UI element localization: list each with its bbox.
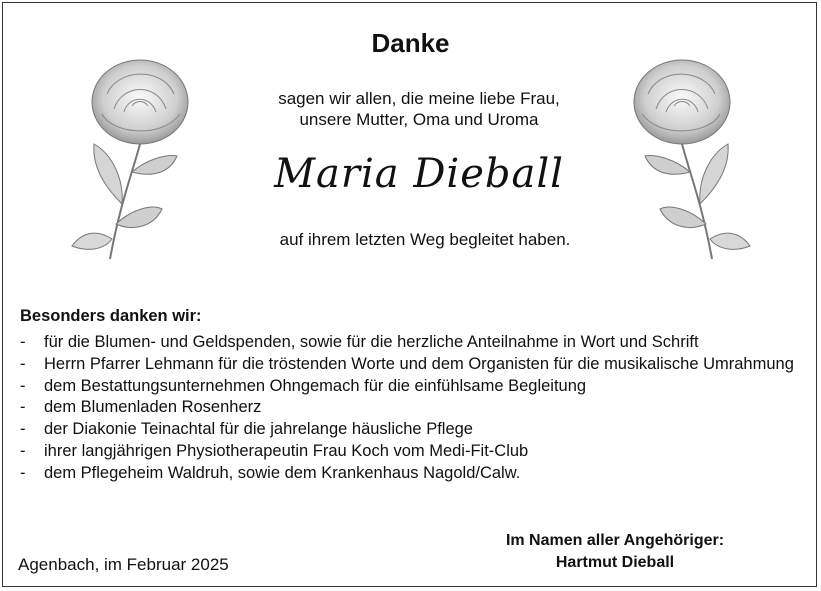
intro-text xyxy=(0,88,821,130)
list-item xyxy=(20,463,810,485)
list-dash: - xyxy=(20,333,26,351)
list-dash: - xyxy=(20,463,26,482)
list-item xyxy=(20,332,810,354)
list-item xyxy=(20,397,810,419)
list-item xyxy=(20,354,810,376)
signature-line: Im Namen aller Angehöriger: xyxy=(505,532,725,549)
thanks-list xyxy=(20,332,810,485)
list-item xyxy=(20,419,810,441)
list-dash: - xyxy=(20,441,26,460)
signature xyxy=(440,530,790,574)
outro-text: auf ihrem letzten Weg begleitet haben. xyxy=(279,230,571,249)
list-item-text: dem Pflegeheim Waldruh, sowie dem Krankenhaus Nagold/Calw. xyxy=(44,463,521,482)
thanks-heading: Besonders danken wir: xyxy=(20,307,202,325)
list-item-text: dem Bestattungsunternehmen Ohngemach für die einfühlsame Begleitung xyxy=(44,376,587,395)
list-item xyxy=(20,376,810,398)
list-item xyxy=(20,441,810,463)
list-dash: - xyxy=(20,420,26,439)
place-date: Agenbach, im Februar 2025 xyxy=(18,555,229,574)
list-item-text: Herrn Pfarrer Lehmann für die tröstenden Worte und dem Organisten für die musikalische Umrahmung xyxy=(44,354,794,373)
list-item-text: ihrer langjährigen Physiotherapeutin Frau Koch vom Medi-Fit-Club xyxy=(44,441,529,460)
list-item-text: der Diakonie Teinachtal für die jahrelange häusliche Pflege xyxy=(44,420,473,439)
list-dash: - xyxy=(20,398,26,417)
intro-line: unsere Mutter, Oma und Uroma xyxy=(299,110,539,129)
list-dash: - xyxy=(20,376,26,395)
heading: Danke xyxy=(371,28,450,58)
deceased-name: Maria Dieball xyxy=(274,151,564,197)
signature-name: Hartmut Dieball xyxy=(555,554,675,571)
intro-line: sagen wir allen, die meine liebe Frau, xyxy=(278,89,560,108)
list-item-text: dem Blumenladen Rosenherz xyxy=(44,398,262,417)
list-dash: - xyxy=(20,354,26,373)
list-item-text: für die Blumen- und Geldspenden, sowie für die herzliche Anteilnahme in Wort und Schrift xyxy=(44,333,699,351)
